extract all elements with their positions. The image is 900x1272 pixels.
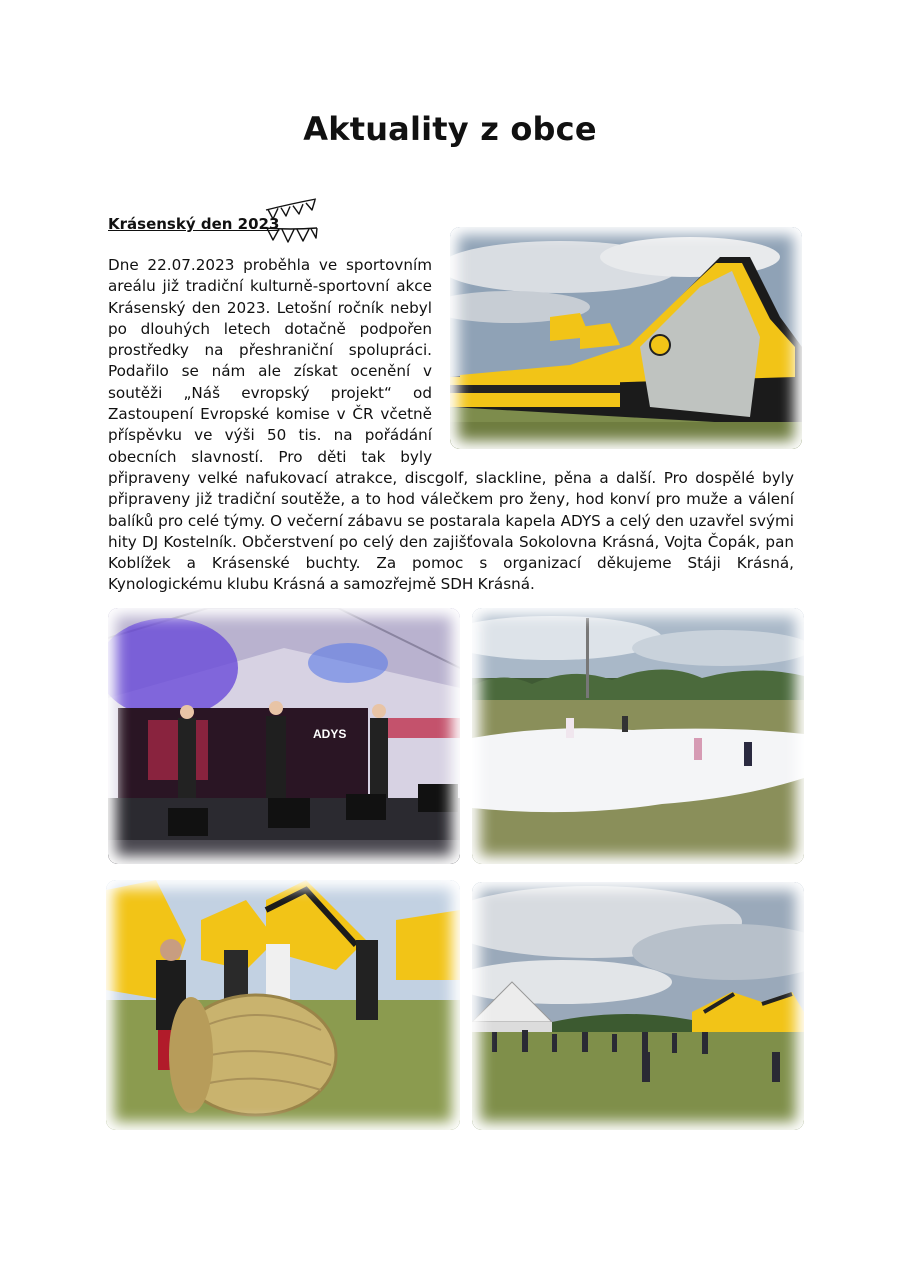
article-body: Dne 22.07.2023 proběhla ve sportovním areálu již tradiční kulturně-sportovní akce Krásenský den 2023. Letošní ročník nebyl po dlouhých letech dotačně podpořen prostředky na přeshraniční spolupráci. Podařilo se nám ale získat ocenění v soutěži „Náš evropský projekt“ od Zastoupení Evropské komise v ČR včetně příspěvku ve výši 50 tis. na pořádání obecních slavností. Pro děti tak byly připraveny velké nafukovací atrakce, discgolf, slackline, pěna a další. Pro dospělé byly připraveny již tradiční soutěže, a to hod válečkem pro ženy, hod konví pro muže a válení balíků pro celé týmy. O večerní zábavu se postarala kapela ADYS a celý den uzavřel svými hity DJ Kostelník. Občerstvení po celý den zajišťovala Sokolovna Krásná, Vojta Čopák, pan Koblížek a Krásenské buchty. Za pomoc s organizací děkujeme Stáji Krásná, Kynologickému klubu Krásná a samozřejmě SDH Krásná. (108, 256, 794, 594)
photo-bale-rolling (106, 880, 460, 1130)
stage-banner-text: ADYS (313, 727, 347, 741)
page-title: Aktuality z obce (303, 110, 597, 148)
bunting-icon (262, 196, 320, 250)
section-heading: Krásenský den 2023 (108, 215, 280, 233)
article-body-wrap (108, 255, 794, 596)
photo-band-stage (108, 608, 460, 864)
photo-festival-crowd (472, 882, 804, 1130)
photo-foam-field (472, 608, 804, 864)
photo-inflatable-obstacle-course (450, 227, 802, 449)
